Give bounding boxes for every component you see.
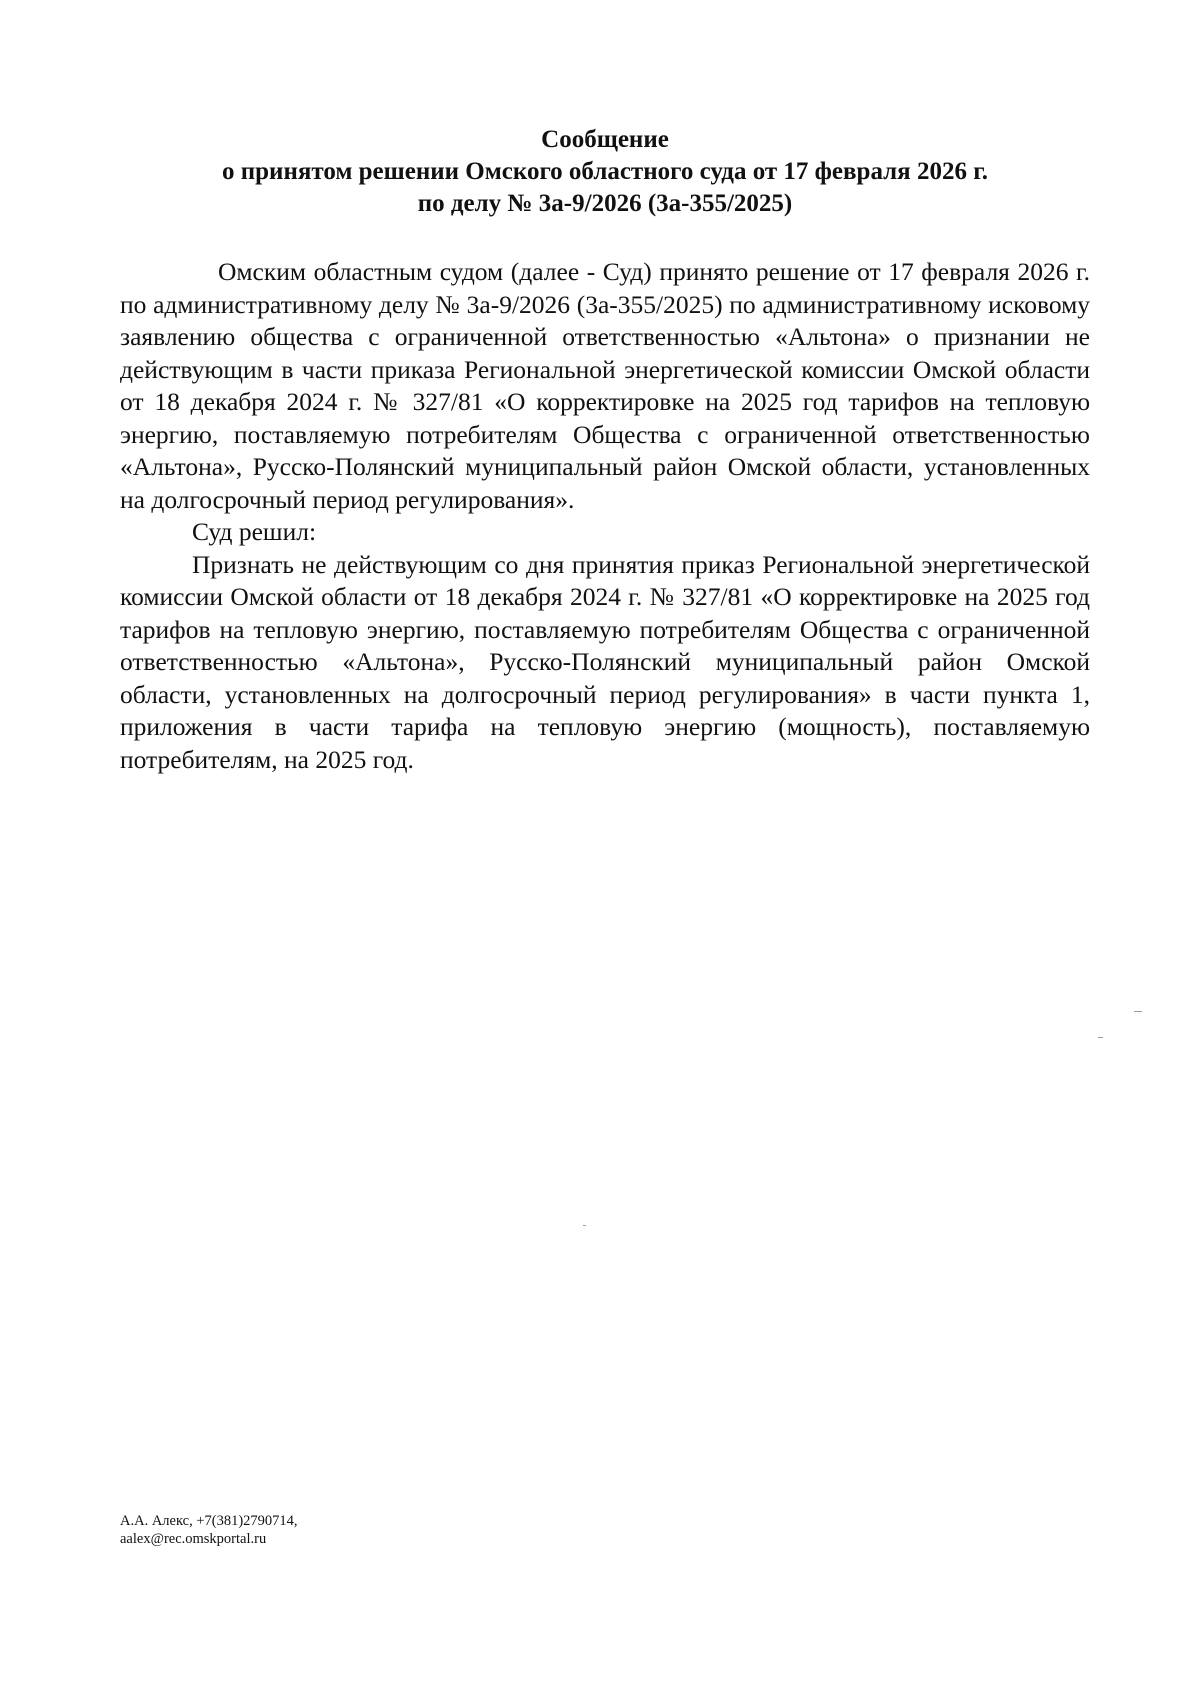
document-subtitle-line-2: по делу № 3а-9/2026 (3а-355/2025) <box>417 190 793 217</box>
scan-speck <box>1098 1037 1103 1038</box>
scan-speck <box>1134 1011 1142 1012</box>
contact-email: aalex@rec.omskportal.ru <box>120 1531 267 1547</box>
intro-paragraph: Омским областным судом (далее - Суд) принято решение от 17 февраля 2026 г. по административному делу № 3а-9/2026 (3а-355/2025) по административному исковому заявлению общества с ограниченной ответственностью «Альтона» о признании не действующим в части приказа Региональной энергетической комиссии Омской области от 18 декабря 2024 г. № 327/81 «О корректировке на 2025 год тарифов на тепловую энергию, поставляемую потребителям Общества с ограниченной ответственностью «Альтона», Русско-Полянский муниципальный район Омской области, установленных на долгосрочный период регулирования». <box>120 257 1090 514</box>
contact-person: А.А. Алекс, +7(381)2790714, <box>120 1513 298 1529</box>
contact-footer <box>120 1512 298 1548</box>
document-header <box>120 124 1090 220</box>
scan-speck <box>583 1225 586 1226</box>
document-title: Сообщение <box>541 126 669 153</box>
document-body <box>120 256 1090 776</box>
decided-label: Суд решил: <box>192 517 317 546</box>
decision-paragraph: Признать не действующим со дня принятия приказ Региональной энергетической комиссии Омской области от 18 декабря 2024 г. № 327/81 «О корректировке на 2025 год тарифов на тепловую энергию, поставляемую потребителям Общества с ограниченной ответственностью «Альтона», Русско-Полянский муниципальный район Омской области, установленных на долгосрочный период регулирования» в части пункта 1, приложения в части тарифа на тепловую энергию (мощность), поставляемую потребителям, на 2025 год. <box>120 549 1090 774</box>
document-subtitle-line-1: о принятом решении Омского областного суда от 17 февраля 2026 г. <box>222 158 988 185</box>
